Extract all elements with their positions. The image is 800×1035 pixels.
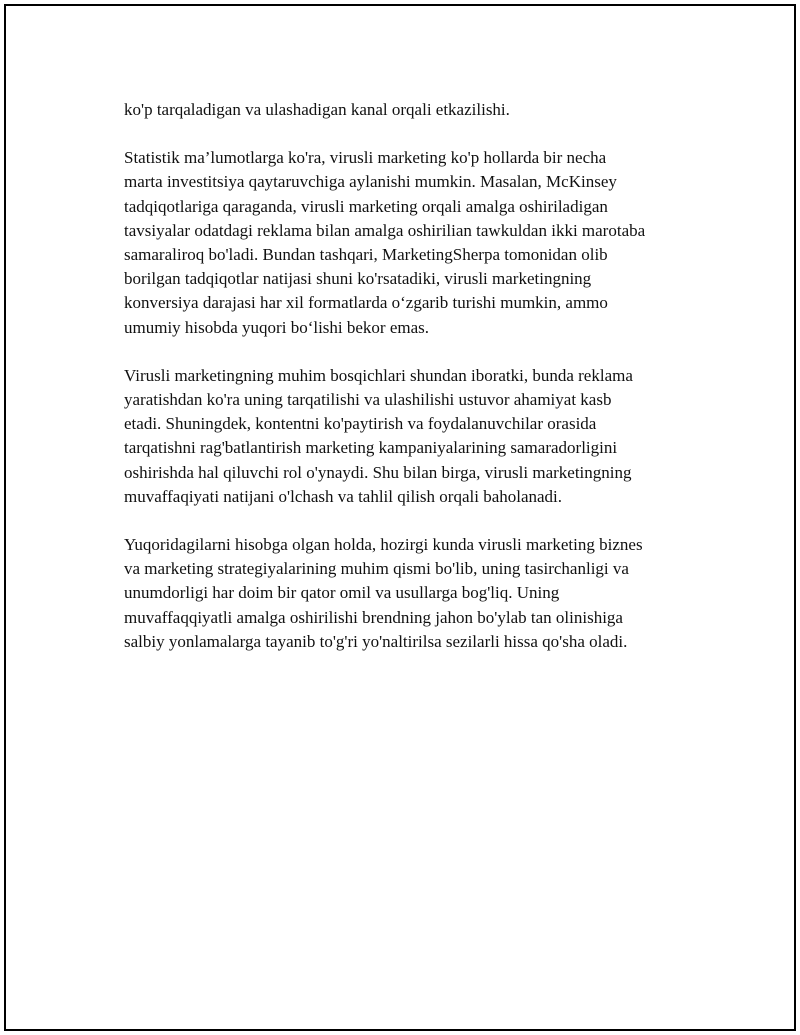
text-line: tadqiqotlariga qaraganda, virusli marketing orqali amalga oshiriladigan [124,196,608,216]
text-line: marta investitsiya qaytaruvchiga aylanishi mumkin. Masalan, McKinsey [124,172,617,192]
document-body [124,98,704,678]
text-line: tavsiyalar odatdagi reklama bilan amalga oshirilian tawkuldan ikki marotaba [124,220,646,240]
text-line: oshirishda hal qiluvchi rol o'ynaydi. Shu bilan birga, virusli marketingning [124,462,632,482]
text-line: Statistik ma’lumotlarga ko'ra, virusli marketing ko'p hollarda bir necha [124,148,607,168]
text-line: salbiy yonlamalarga tayanib to'g'ri yo'naltirilsa sezilarli hissa qo'sha oladi. [124,631,628,651]
text-line: muvaffaqiyati natijani o'lchash va tahlil qilish orqali baholanadi. [124,486,563,506]
paragraph-2 [124,146,704,340]
text-line: ko'p tarqaladigan va ulashadigan kanal orqali etkazilishi. [124,100,510,119]
page-frame [4,4,796,1031]
paragraph-1 [124,98,704,122]
text-line: Virusli marketingning muhim bosqichlari shundan iboratki, bunda reklama [124,365,633,385]
paragraph-4 [124,533,704,654]
text-line: yaratishdan ko'ra uning tarqatilishi va ulashilishi ustuvor ahamiyat kasb [124,390,612,410]
paragraph-3 [124,364,704,509]
text-line: va marketing strategiyalarining muhim qismi bo'lib, uning tasirchanligi va [124,559,629,579]
text-line: unumdorligi har doim bir qator omil va usullarga bog'liq. Uning [124,583,560,603]
text-line: borilgan tadqiqotlar natijasi shuni ko'rsatadiki, virusli marketingning [124,269,592,289]
text-line: umumiy hisobda yuqori bo‘lishi bekor emas. [124,317,430,337]
text-line: tarqatishni rag'batlantirish marketing kampaniyalarining samaradorligini [124,438,618,458]
text-line: samaraliroq bo'ladi. Bundan tashqari, MarketingSherpa tomonidan olib [124,245,608,265]
text-line: etadi. Shuningdek, kontentni ko'paytirish va foydalanuvchilar orasida [124,414,597,434]
text-line: Yuqoridagilarni hisobga olgan holda, hozirgi kunda virusli marketing biznes [124,535,643,555]
text-line: muvaffaqqiyatli amalga oshirilishi brendning jahon bo'ylab tan olinishiga [124,607,623,627]
text-line: konversiya darajasi har xil formatlarda o‘zgarib turishi mumkin, ammo [124,293,608,313]
